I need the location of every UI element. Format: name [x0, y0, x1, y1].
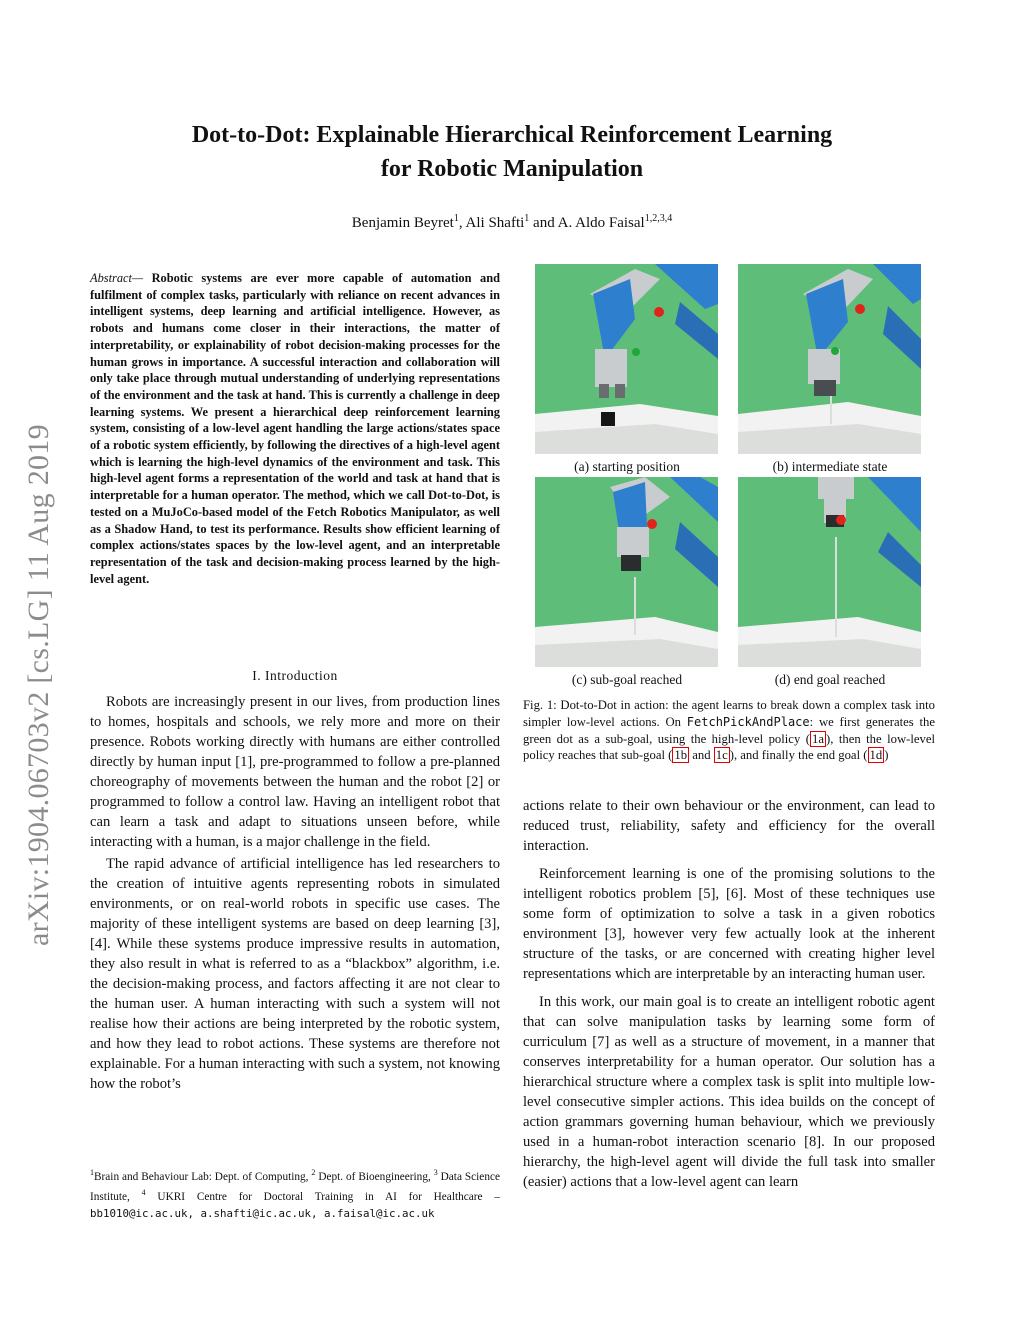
arxiv-identifier: [22, 350, 62, 950]
gripper-finger: [615, 384, 625, 398]
gripper-body: [595, 349, 627, 387]
author-list: [90, 209, 934, 233]
gripper-body: [617, 527, 649, 557]
robot-scene-d: [738, 477, 921, 667]
caption-text: ): [884, 748, 889, 763]
footnote-text: UKRI Centre for Doctoral Training in AI for Healthcare –: [145, 1191, 500, 1204]
subcaption-a: (a) starting position: [574, 459, 680, 474]
footnote-text: Dept. of Bioengineering,: [315, 1170, 434, 1183]
figure-caption: [523, 697, 935, 764]
author-affiliation: 1,2,3,4: [644, 213, 673, 224]
robot-scene-b: [738, 264, 921, 454]
gripper-finger: [814, 380, 836, 396]
paragraph: Robots are increasingly present in our lives, from production lines to homes, hospitals and schools, we rely more and more on their presence. Robots working directly with humans are either controlled directly by human input [1], pre-programmed to follow a pre-planned choreography of movements between the human and the robot [2] or programmed to follow a control law. Having an intelligent robot that can learn a task and adapt to situations unseen before, while interacting with a human, is a major challenge in the field.: [90, 694, 500, 850]
end-goal-red-dot: [855, 304, 865, 314]
section-heading-introduction: I. Introduction: [252, 668, 338, 683]
title-line-2: for Robotic Manipulation: [380, 156, 644, 182]
figure-panel-a: [535, 264, 718, 454]
caption-text: and: [689, 748, 714, 763]
figure-panel-d: [738, 477, 921, 667]
gripper-finger: [621, 555, 641, 571]
caption-text: ), then the low-level policy reaches that sub-goal (: [523, 731, 936, 763]
caption-text: Fig. 1: Dot-to-Dot in action: the agent learns to break down a complex task into simpler low-level actions. On: [523, 698, 935, 729]
subcaption-d: (d) end goal reached: [774, 672, 886, 687]
author-name: Benjamin Beyret: [351, 215, 454, 231]
sub-goal-green-dot: [831, 347, 839, 355]
figure-ref-link[interactable]: 1b: [674, 748, 688, 763]
figure-ref-link[interactable]: 1c: [715, 748, 728, 763]
author-separator: ,: [458, 215, 466, 231]
paper-title: [90, 118, 934, 186]
paragraph: actions relate to their own behaviour or the environment, can lead to reduced trust, reliability, safety and efficiency for the overall interaction.: [523, 798, 935, 854]
footnote-text: Brain and Behaviour Lab: Dept. of Computing,: [94, 1170, 312, 1183]
abstract-text: Robotic systems are ever more capable of automation and fulfilment of complex tasks, particularly with reliance on recent advances in intelligent systems, deep learning and artificial intelligence. However, as robots and humans come closer in their interactions, the matter of interpretability, or explainability of robot decision-making processes for the human grows in importance. A successful interaction and collaboration will only take place through mutual understanding of underlying representations of the environment and the task at hand. This is currently a challenge in deep learning systems. We present a hierarchical deep reinforcement learning system, consisting of a low-level agent handling the large actions/states space of a robotic system efficiently, by following the directives of a high-level agent which is learning the high-level dynamics of the environment and task. This high-level agent forms a representation of the world and task at hand that is interpretable for a human operator. The method, which we call Dot-to-Dot, is tested on a MuJoCo-based model of the Fetch Robotics Manipulator, as well as a Shadow Hand, to test its performance. Results show efficient learning of complex actions/states spaces by the low-level agent, and an interpretable representation of the task and decision-making process learned by the high-level agent.: [90, 271, 500, 586]
end-goal-red-dot: [654, 307, 664, 317]
abstract-dash: —: [132, 271, 152, 285]
robot-scene-c: [535, 477, 718, 667]
end-goal-red-dot: [647, 519, 657, 529]
footnote-text: Data Science Institute,: [90, 1170, 500, 1204]
end-goal-red-dot: [836, 515, 846, 525]
paragraph: The rapid advance of artificial intelligence has led researchers to the creation of intuitive agents representing robots in simulated environments, or on real-world robots in specific use cases. The majority of these intelligent systems are based on deep learning [3], [4]. While these systems produce impressive results in automation, they also result in what is referred to as a “blackbox” algorithm, i.e. the decision-making process, and factors affecting it are not clear to the human user. A human interacting with such a system will not realise how their actions are being interpreted by the robotic system, and how they lead to robot actions. These systems are therefore not explainable. For a human interacting with such a system, not knowing how the robot’s: [90, 856, 500, 1092]
author-affiliation: 1: [524, 213, 530, 224]
left-column-body: [90, 692, 500, 1094]
sub-goal-green-dot: [632, 348, 640, 356]
robot-scene-a: [535, 264, 718, 454]
gripper-finger: [599, 384, 609, 398]
paragraph: In this work, our main goal is to create an intelligent robotic agent that can solve manipulation tasks by learning some form of curriculum [7] as well as a structure of movement, in a manner that conserves interpretability for a human operator. Our solution has a hierarchical structure where a complex task is split into multiple low-level consecutive simpler actions. This idea builds on the concept of action grammars governing human behaviour, which we previously used in a human-robot interaction scenario [8]. In our proposed hierarchy, the high-level agent will divide the full task into smaller (easier) actions that a low-level agent can learn: [523, 994, 935, 1190]
figure-panel-b: [738, 264, 921, 454]
subcaption-b: (b) intermediate state: [772, 459, 888, 474]
figure-ref-link[interactable]: 1a: [811, 731, 824, 746]
author-name: Ali Shafti: [465, 215, 525, 231]
figure-panel-c: [535, 477, 718, 667]
author-affiliation: 1: [453, 213, 459, 224]
caption-text: : we first generates the green dot as a sub-goal, using the high-level policy (: [523, 714, 935, 746]
object-cube: [601, 412, 615, 426]
right-column-body: [523, 796, 935, 1192]
footnote-marker: 4: [141, 1188, 146, 1198]
title-line-1: Dot-to-Dot: Explainable Hierarchical Reinforcement Learning: [191, 122, 833, 148]
footnote-marker: 3: [433, 1168, 438, 1177]
footnote-emails: bb1010@ic.ac.uk, a.shafti@ic.ac.uk, a.faisal@ic.ac.uk: [90, 1206, 435, 1220]
affiliations-footnote: [90, 1165, 500, 1222]
author-name: A. Aldo Faisal: [557, 215, 645, 231]
arxiv-identifier-text: arXiv:1904.06703v2 [cs.LG] 11 Aug 2019: [22, 424, 55, 946]
gripper-body: [818, 477, 854, 499]
author-separator: and: [529, 215, 558, 231]
footnote-marker: 1: [90, 1168, 94, 1177]
subcaption-c: (c) sub-goal reached: [571, 672, 683, 687]
caption-text: ), and finally the end goal (: [729, 748, 868, 763]
paragraph: Reinforcement learning is one of the promising solutions to the intelligent robotics problem [5], [6]. Most of these techniques use some form of optimization to solve a task in a given robotics environment [3], however very few actually look at the inherent structure of the tasks, or are concerned with creating higher level representations which are interpretable by an interacting human user.: [523, 866, 935, 982]
abstract: [90, 270, 500, 587]
abstract-label: Abstract: [90, 271, 132, 285]
footnote-marker: 2: [311, 1168, 316, 1177]
caption-env-name: FetchPickAndPlace: [686, 714, 810, 729]
figure-ref-link[interactable]: 1d: [869, 748, 883, 763]
